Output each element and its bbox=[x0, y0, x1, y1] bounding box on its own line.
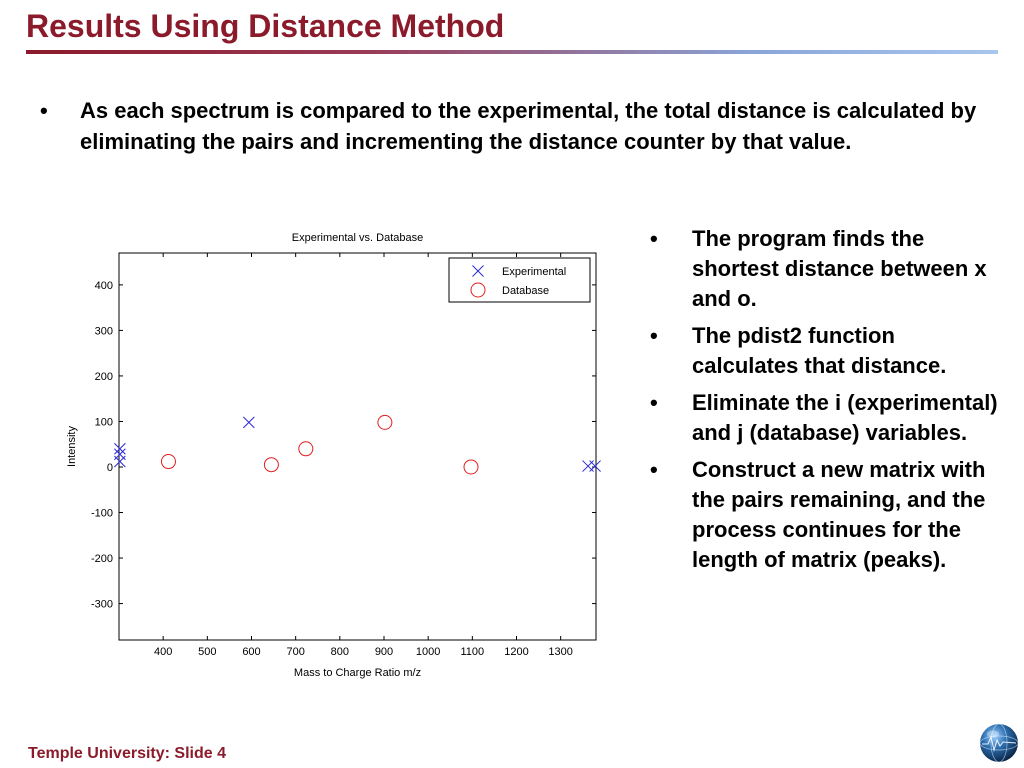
y-tick-label: 300 bbox=[94, 325, 113, 338]
side-bullet-text: The pdist2 function calculates that distance. bbox=[692, 323, 947, 378]
x-tick-label: 700 bbox=[286, 646, 305, 658]
y-tick-label: 0 bbox=[106, 461, 113, 474]
side-bullet-item bbox=[650, 455, 1000, 575]
side-bullet-list bbox=[650, 224, 1000, 582]
y-tick-label: -300 bbox=[90, 598, 113, 611]
y-tick-label: -100 bbox=[90, 507, 113, 520]
main-bullet-text: As each spectrum is compared to the experimental, the total distance is calculated by eliminating the pairs and incrementing the distance counter by that value. bbox=[80, 98, 977, 154]
globe-logo-icon bbox=[978, 722, 1020, 764]
bullet-dot-icon: • bbox=[650, 226, 658, 251]
side-bullet-text: Eliminate the i (experimental) and j (database) variables. bbox=[692, 390, 998, 445]
y-tick-label: 400 bbox=[94, 279, 113, 292]
x-tick-label: 600 bbox=[242, 646, 261, 658]
side-bullet-item bbox=[650, 321, 1000, 381]
main-bullet bbox=[40, 95, 990, 157]
bullet-dot-icon: • bbox=[650, 457, 658, 482]
x-tick-label: 1100 bbox=[460, 646, 485, 658]
bullet-dot-icon: • bbox=[650, 390, 658, 415]
x-tick-label: 800 bbox=[330, 646, 350, 658]
legend-label: Database bbox=[502, 285, 550, 297]
side-bullet-item bbox=[650, 388, 1000, 448]
x-tick-label: 1200 bbox=[504, 646, 529, 658]
side-bullet-text: The program finds the shortest distance between x and o. bbox=[692, 226, 987, 311]
side-bullet-text: Construct a new matrix with the pairs remaining, and the process continues for the length of matrix (peaks). bbox=[692, 457, 986, 572]
chart-title: Experimental vs. Database bbox=[291, 232, 424, 244]
chart-svg bbox=[56, 222, 616, 684]
bullet-dot-icon: • bbox=[40, 98, 48, 123]
legend-label: Experimental bbox=[502, 266, 567, 278]
x-tick-label: 400 bbox=[153, 646, 173, 658]
x-tick-label: 500 bbox=[198, 646, 217, 658]
plot-frame bbox=[119, 253, 596, 640]
x-tick-label: 900 bbox=[374, 646, 394, 658]
bullet-dot-icon: • bbox=[650, 323, 658, 348]
y-tick-label: 100 bbox=[94, 416, 113, 429]
side-bullet-item bbox=[650, 224, 1000, 314]
y-tick-label: 200 bbox=[94, 370, 113, 383]
scatter-chart bbox=[56, 222, 616, 684]
x-axis-label: Mass to Charge Ratio m/z bbox=[293, 667, 422, 679]
x-tick-label: 1300 bbox=[548, 646, 573, 658]
x-tick-label: 1000 bbox=[415, 646, 441, 658]
footer-slide-label: Temple University: Slide 4 bbox=[28, 745, 226, 762]
y-axis-label: Intensity bbox=[66, 426, 78, 467]
title-underline bbox=[26, 50, 998, 54]
y-tick-label: -200 bbox=[90, 553, 113, 566]
slide-title: Results Using Distance Method bbox=[26, 8, 505, 44]
